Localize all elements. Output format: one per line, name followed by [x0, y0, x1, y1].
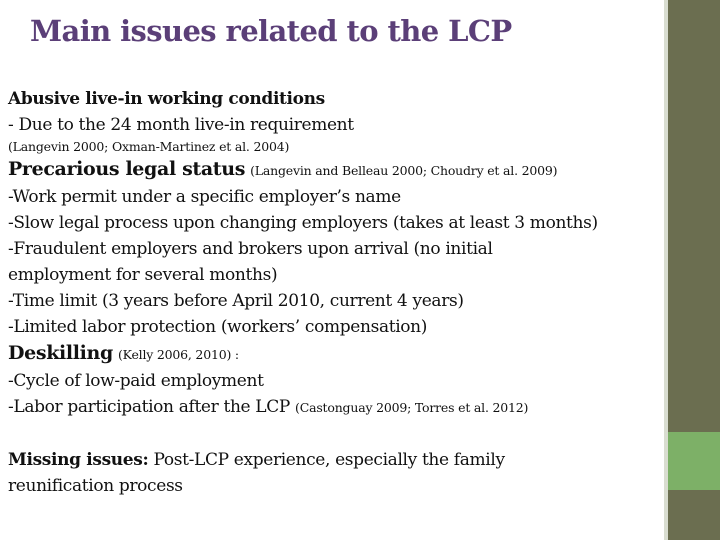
citation-deskilling: (Kelly 2006, 2010) : — [117, 347, 239, 362]
paragraph-spacer — [8, 421, 600, 447]
citation-labor-participation: (Castonguay 2009; Torres et al. 2012) — [295, 400, 529, 415]
sidebar-accent-block — [668, 432, 720, 490]
point-work-permit: -Work permit under a specific employer’s name — [8, 187, 401, 207]
point-time-limit: -Time limit (3 years before April 2010, current 4 years) — [8, 291, 464, 311]
citation-abusive-conditions: (Langevin 2000; Oxman-Martinez et al. 2004) — [8, 139, 290, 154]
point-fraudulent-employers: -Fraudulent employers and brokers upon arrival (no initial employment for several months) — [8, 239, 493, 285]
section-heading-abusive-conditions: Abusive live-in working conditions — [8, 89, 325, 109]
section-deskilling — [8, 340, 600, 368]
section-heading-deskilling: Deskilling — [8, 342, 113, 364]
point-low-paid-cycle: -Cycle of low-paid employment — [8, 371, 264, 391]
section-precarious-status — [8, 156, 600, 184]
citation-precarious-status: (Langevin and Belleau 2000; Choudry et al. 2009) — [250, 163, 558, 178]
missing-issues — [8, 447, 600, 499]
point-live-in-requirement: - Due to the 24 month live-in requirement — [8, 115, 354, 135]
point-labor-protection: -Limited labor protection (workers’ compensation) — [8, 317, 428, 337]
point-labor-participation — [8, 394, 600, 421]
point-labor-participation-text: -Labor participation after the LCP — [8, 397, 296, 417]
point-slow-legal-process: -Slow legal process upon changing employers (takes at least 3 months) — [8, 213, 598, 233]
slide-body — [8, 86, 600, 499]
missing-issues-text: Post-LCP experience, especially the family reunification process — [8, 450, 505, 496]
slide-title: Main issues related to the LCP — [30, 14, 512, 48]
missing-issues-label: Missing issues: — [8, 450, 149, 470]
section-heading-precarious-status: Precarious legal status — [8, 158, 246, 180]
